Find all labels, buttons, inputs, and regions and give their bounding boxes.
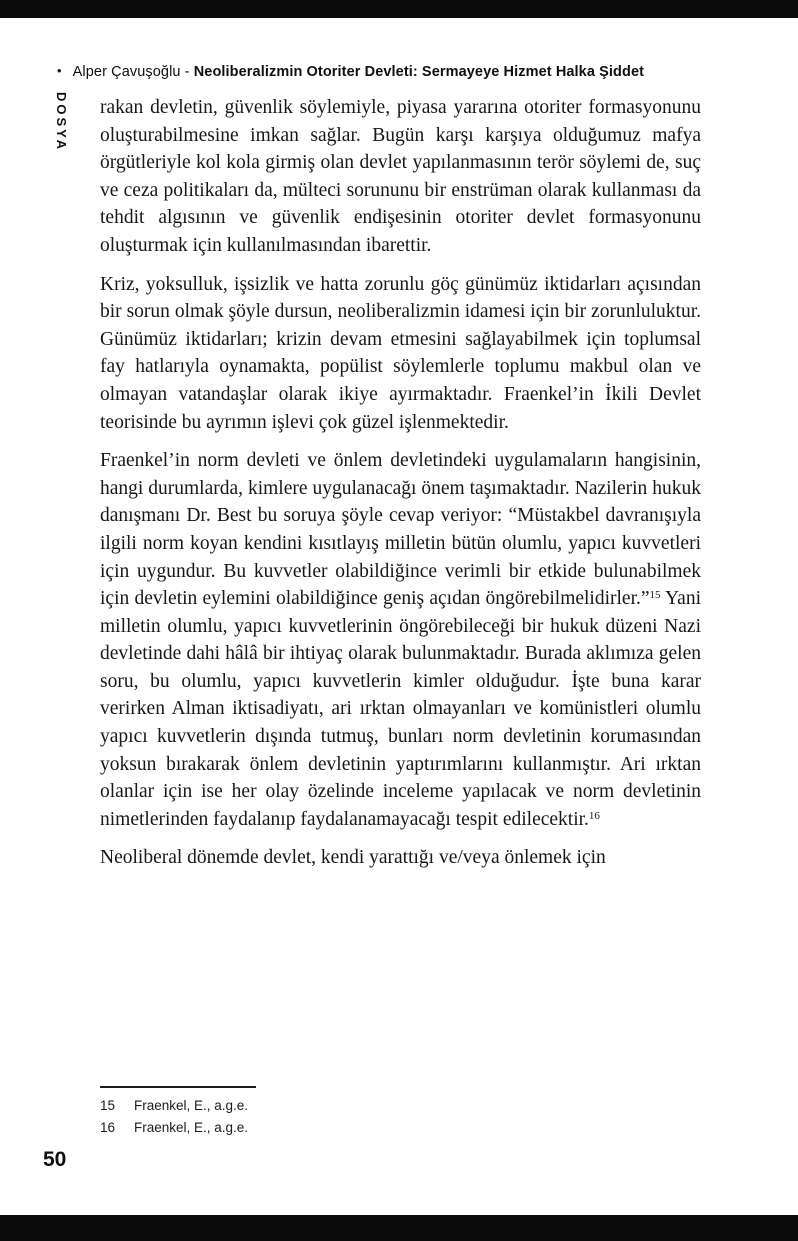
footnote-number: 15 [100,1098,116,1113]
paragraph [100,447,701,833]
header-author: Alper Çavuşoğlu - [72,64,194,80]
footnote-number: 16 [100,1120,116,1135]
paragraph [100,271,701,437]
footnote-item [100,1117,500,1139]
paragraph-text: Kriz, yoksulluk, işsizlik ve hatta zorunlu göç günümüz iktidarları açısından bir sorun olmak şöyle dursun, neoliberalizmin idamesi için bir zorunluluktur. Günümüz iktidarları; krizin devam etmesini sağlayabilmek için toplumsal fay hatlarıyla oynamakta, popülist söylemlerle toplumu makbul olan ve olmayan vatandaşlar olarak ikiye ayırmaktadır. Fraenkel’in İkili Devlet teorisinde bu ayrımın işlevi çok güzel işlenmektedir. [100,273,701,433]
running-header [57,63,757,80]
footnotes [100,1095,500,1139]
paragraph-text: rakan devletin, güvenlik söylemiyle, piyasa yararına otoriter formasyonunu oluşturabilmesine imkan sağlar. Bugün karşı karşıya olduğumuz mafya örgütleriyle kol kola girmiş olan devlet yapılanmasının terör söylemi de, suç ve ceza politikaları da, mülteci sorununu bir enstrüman olarak kullanması da tehdit algısının ve güvenlik endişesinin otoriter devlet formasyonunu oluşturmak için kullanılmasından ibarettir. [100,97,701,256]
bottom-edge-bar [0,1215,798,1241]
paragraph-text: Fraenkel’in norm devleti ve önlem devletindeki uygulamaların hangisinin, hangi durumlarda, kimlere uygulanacağı önem taşımaktadır. Nazilerin hukuk danışmanı Dr. Best bu soruya şöyle cevap veriyor: “Müstakbel davranışıyla ilgili norm koyan kendini kısıtlayış milletin bütün olumlu, yapıcı kuvvetleri için uygundur. Bu kuvvetler olabildiğince verimli bir etkide bulunabilmek için devletin eylemini olabildiğince geniş açıdan öngörebilmelidirler.” [100,450,701,610]
footnote-item [100,1095,500,1117]
footnote-separator [100,1086,256,1088]
header-title: Neoliberalizmin Otoriter Devleti: Sermayeye Hizmet Halka Şiddet [193,64,645,80]
body-paragraphs [100,94,701,883]
page-number: 50 [43,1148,67,1171]
side-label-dosya: DOSYA [54,92,69,153]
footnote-text: Fraenkel, E., a.g.e. [134,1098,249,1113]
footnote-marker: 15 [649,589,661,602]
paragraph [100,94,701,260]
paragraph-text: Neoliberal dönemde devlet, kendi yarattığı ve/veya önlemek için [100,847,606,869]
top-edge-bar [0,0,798,18]
footnote-marker: 16 [588,809,600,822]
footnote-text: Fraenkel, E., a.g.e. [134,1120,249,1135]
paragraph [100,844,701,872]
paragraph-text: Yani milletin olumlu, yapıcı kuvvetlerinin öngörebileceği bir hukuk düzeni Nazi devletinde dahi hâlâ bir ihtiyaç olarak bulunmaktadır. Burada aklımıza gelen soru, bu olumlu, yapıcı kuvvetlerin kimler olduğudur. İşte buna karar verirken Alman iktisadiyatı, ari ırktan olmayanları ve komünistleri olumlu yapıcı kuvvetlerin dışında tutmuş, bunları norm devletinin korumasından yoksun bırakarak önlem devletinin yaptırımlarını kullanmıştır. Ari ırktan olanlar için ise her olay özelinde inceleme yapılacak ve norm devletinin nimetlerinden faydalanıp faydalanamayacağı tespit edilecektir. [100,588,701,830]
header-bullet-icon: • [57,63,62,78]
